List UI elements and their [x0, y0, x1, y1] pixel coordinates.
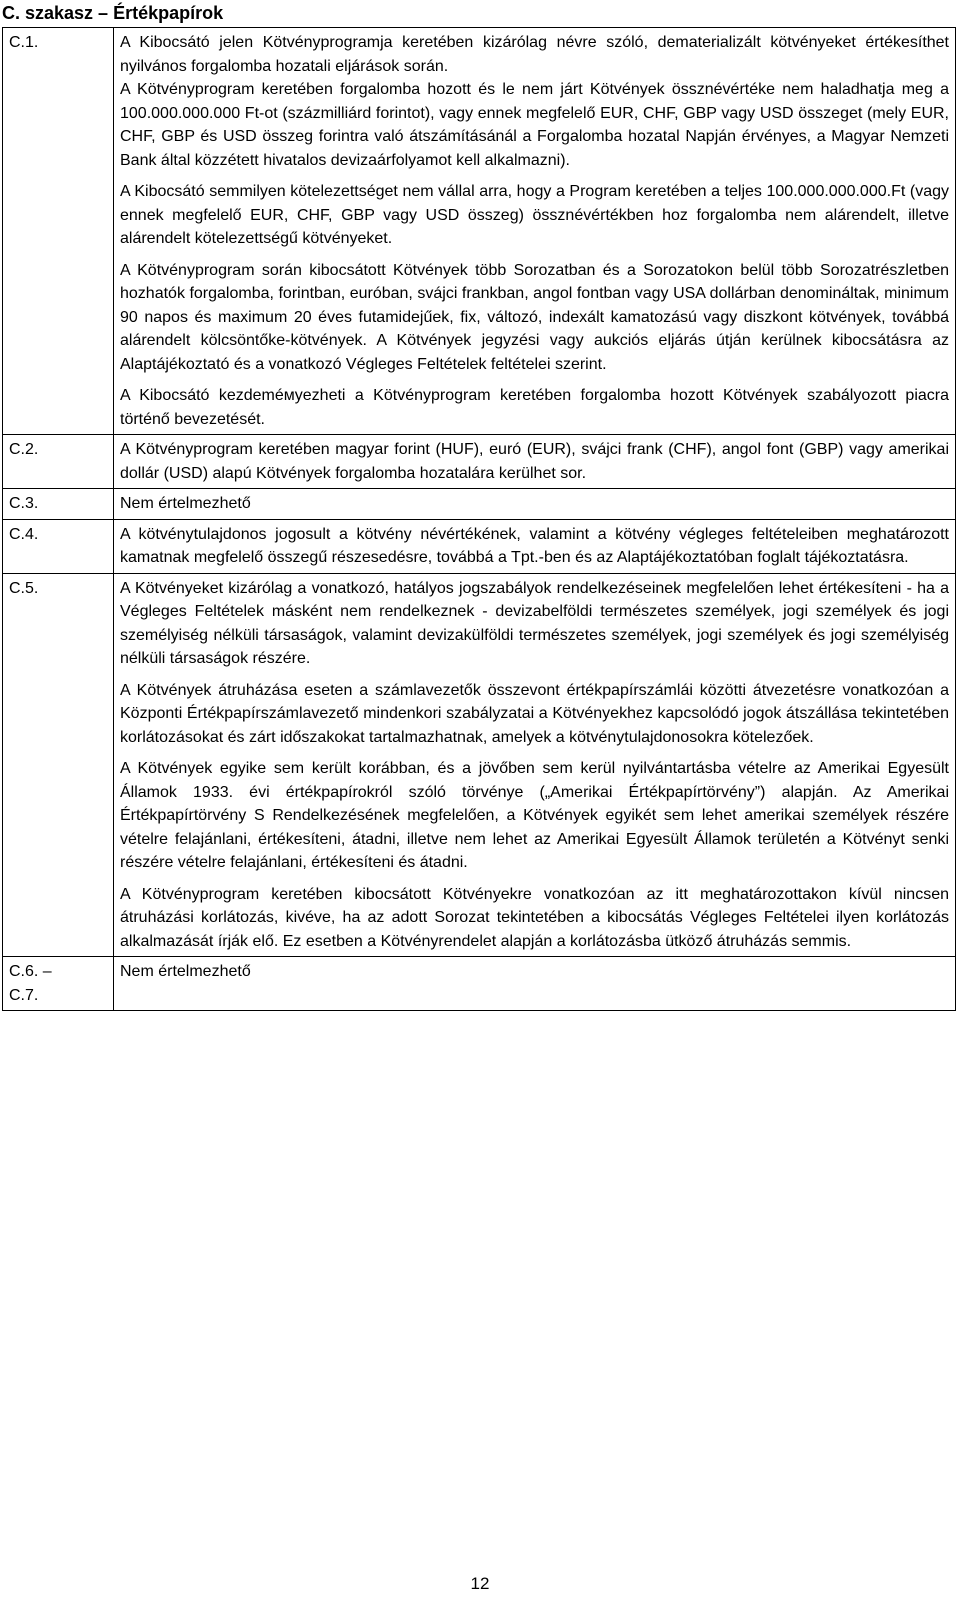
- page-number: 12: [470, 1574, 490, 1593]
- table-row: [3, 435, 956, 489]
- paragraph: A Kötvények egyike sem került korábban, és a jövőben sem kerül nyilvántartásba vételre az Amerikai Egyesült Államok 1933. évi értékpapírokról szóló törvénye („Amerikai Értékpapírtörvény”) alapján. Az Amerikai Értékpapírtörvény S Rendelkezésének megfelelően, a Kötvények egyikét sem lehet amerikai személyek részére vételre felajánlani, értékesíteni, átadni, illetve nem lehet az Amerikai Egyesült Államok területén a Kötvényt senki részére vételre felajánlani, értékesíteni és átadni.: [120, 760, 949, 871]
- section-code: C.7.: [9, 986, 39, 1004]
- paragraph: Nem értelmezhető: [120, 495, 251, 512]
- section-code-cell: [3, 519, 114, 573]
- section-title: C. szakasz – Értékpapírok: [2, 3, 224, 23]
- paragraph: Nem értelmezhető: [120, 963, 251, 980]
- paragraph: A Kibocsátó kezdeméмyezheti a Kötvényprogram keretében forgalomba hozott Kötvények szabályozott piacra történő bevezetését.: [120, 387, 949, 428]
- section-content-cell: [114, 28, 956, 435]
- table-row: [3, 519, 956, 573]
- section-code-cell: [3, 28, 114, 435]
- section-code-cell: [3, 489, 114, 520]
- section-code: C.5.: [9, 579, 39, 597]
- paragraph: A kötvénytulajdonos jogosult a kötvény névértékének, valamint a kötvény végleges feltételeiben meghatározott kamatnak megfelelő összegű részesedésre, továbbá a Tpt.-ben és az Alaptájékoztatóban foglalt tájékoztatásra.: [120, 525, 949, 566]
- section-content-cell: [114, 573, 956, 957]
- paragraph: A Kötvényprogram keretében magyar forint (HUF), euró (EUR), svájci frank (CHF), angol font (GBP) vagy amerikai dollár (USD) alapú Kötvények forgalomba hozatalára kerülhet sor.: [120, 441, 949, 482]
- table-row: [3, 28, 956, 435]
- paragraph: A Kötvényprogram keretében kibocsátott Kötvényekre vonatkozóan az itt meghatározottakon kívül nincsen átruházási korlátozás, kivéve, ha az adott Sorozat tekintetében a kibocsátás Végleges Feltételei ilyen korlátozás alkalmazását írják elő. Ez esetben a Kötvényrendelet alapján a korlátozásba ütköző átruházás semmis.: [120, 885, 949, 950]
- paragraph: A Kibocsátó semmilyen kötelezettséget nem vállal arra, hogy a Program keretében a teljes 100.000.000.000.Ft (vagy ennek megfelelő EUR, CHF, GBP vagy USD összeg) össznévértékben hoz forgalomba nem alárendelt, illetve alárendelt kötelezettségű kötvényeket.: [120, 183, 949, 247]
- paragraph: A Kötvényeket kizárólag a vonatkozó, hatályos jogszabályok rendelkezéseinek megfelelően lehet értékesíteni - ha a Végleges Feltételek másként nem rendelkeznek - devizabelföldi természetes személyek, jogi személyek és jogi személyiség nélküli társaságok, valamint devizakülföldi természetes személyek, jogi személyek és jogi személyiség nélküli társaságok részére.: [120, 579, 949, 667]
- securities-table: [2, 27, 956, 1011]
- section-code-cell: [3, 435, 114, 489]
- paragraph: A Kötvényprogram keretében forgalomba hozott és le nem járt Kötvények össznévértéke nem haladhatja meg a 100.000.000.000 Ft-ot (százmilliárd forintot), vagy ennek megfelelő EUR, CHF, GBP vagy USD összeget (mely EUR, CHF, GBP és USD összeg forintra való átszámításánál a Forgalomba hozatal Napján érvényes, a Magyar Nemzeti Bank által közzétett hivatalos devizaárfolyamot kell alkalmazni).: [120, 81, 949, 169]
- section-content-cell: [114, 435, 956, 489]
- paragraph: A Kötvények átruházása eseten a számlavezetők összevont értékpapírszámlái közötti átvezetésre vonatkozóan a Központi Értékpapírszámlavezető mindenkori szabályzatai a Kötvényekhez kapcsolódó jogok átszállása tekintetében korlátozásokat és zárt időszakokat tartalmazhatnak, amelyek a kötvénytulajdonosokra kötelezőek.: [120, 681, 949, 746]
- section-code-cell: [3, 573, 114, 957]
- table-row: [3, 957, 956, 1011]
- section-content-cell: [114, 519, 956, 573]
- table-row: [3, 573, 956, 957]
- section-content-cell: [114, 489, 956, 520]
- paragraph: A Kibocsátó jelen Kötvényprogramja keretében kizárólag névre szóló, dematerializált kötvényeket értékesíthet nyilvános forgalomba hozatali eljárások során.: [120, 34, 949, 75]
- section-content-cell: [114, 957, 956, 1011]
- section-code: C.1.: [9, 34, 39, 51]
- section-code: C.2.: [9, 441, 39, 458]
- paragraph: A Kötvényprogram során kibocsátott Kötvények több Sorozatban és a Sorozatokon belül több Sorozatrészletben hozhatók forgalomba, forintban, euróban, svájci frankban, angol fontban vagy USA dollárban denomináltak, minimum 90 napos és maximum 20 éves futamidejűek, fix, változó, indexált kamatozású vagy diszkont kötvények, továbbá alárendelt kölcsöntőke-kötvények. A Kötvények jegyzési vagy aukciós eljárás útján kerülnek kibocsátásra az Alaptájékoztató és a vonatkozó Végleges Feltételek feltételei szerint.: [120, 261, 949, 373]
- section-code: C.4.: [9, 525, 39, 543]
- section-code: C.3.: [9, 495, 39, 512]
- table-row: [3, 489, 956, 520]
- section-code-cell: [3, 957, 114, 1011]
- section-code: C.6. –: [9, 963, 52, 980]
